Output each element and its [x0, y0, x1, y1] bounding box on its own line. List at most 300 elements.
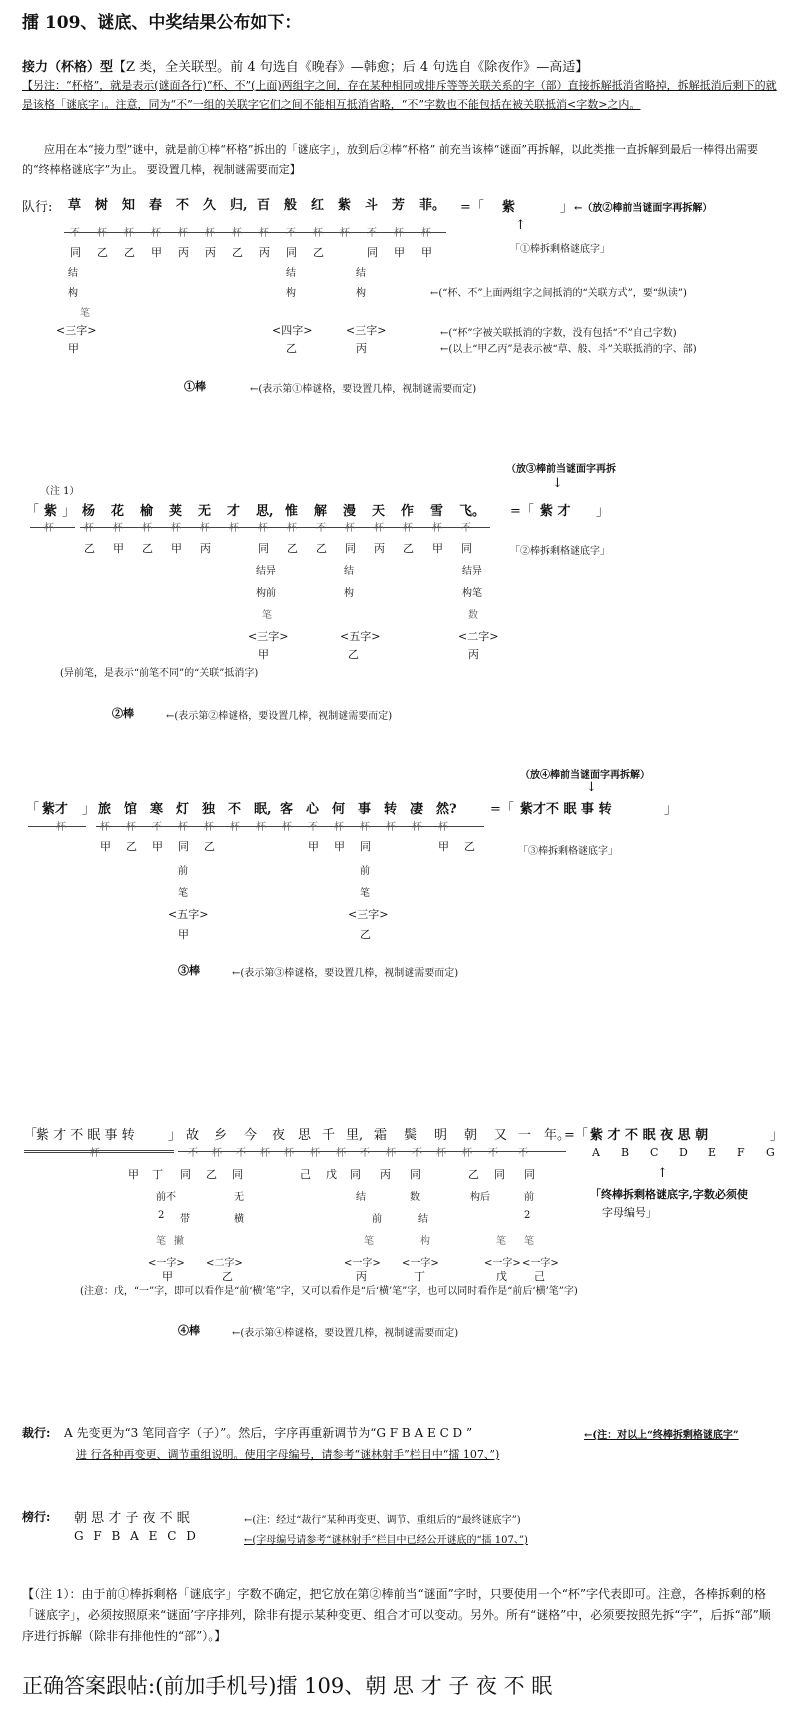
relation-cell: 同: [345, 542, 356, 555]
relation-cell: 乙: [124, 246, 135, 259]
relation-cell: 乙: [403, 542, 414, 555]
cup-mark: 杯: [403, 523, 413, 534]
riddle-char: 紫: [338, 198, 352, 213]
relation-cell: 乙: [232, 246, 243, 259]
count-label: <一字>: [522, 1258, 559, 1269]
riddle-char: 杨: [82, 504, 96, 519]
cup-mark: 杯: [178, 822, 188, 833]
count-label: <三字>: [348, 908, 389, 921]
answer-letter: B: [621, 1146, 630, 1159]
count-label: <五字>: [340, 630, 381, 643]
riddle-char: 知: [122, 198, 136, 213]
relation-cell: 甲: [151, 246, 162, 259]
relation-cell: 笔: [360, 888, 370, 899]
cup-mark: 杯: [360, 822, 370, 833]
count-label: <三字>: [248, 630, 289, 643]
cup-mark: 杯: [260, 1148, 270, 1159]
riddle-char: 久: [203, 198, 217, 213]
relation-cell: 构后: [470, 1192, 490, 1203]
bang-note-2: ←(字母编号请参考“谜林射手”栏目中已经公开谜底的“擂 107、”): [244, 1535, 528, 1546]
relation-cell: 乙: [204, 840, 215, 853]
riddle-char: 凄: [410, 802, 424, 817]
riddle-char: 思: [298, 1128, 312, 1143]
riddle-char: 何: [332, 802, 346, 817]
riddle-char: 然?: [436, 802, 457, 817]
relation-cell: 前: [178, 866, 188, 877]
equals: =「: [490, 802, 514, 817]
relation-cell: 甲: [432, 542, 443, 555]
cup-mark: 杯: [313, 228, 323, 239]
relation-cell: 构: [68, 288, 78, 299]
cup-mark: 杯: [151, 228, 161, 239]
cup-mark: 杯: [310, 1148, 320, 1159]
relation-cell: 乙: [142, 542, 153, 555]
answer: 紫 才 不 眠 夜 思 朝: [590, 1128, 709, 1143]
relation-cell: 同: [350, 1168, 361, 1181]
count-value: 戊: [496, 1270, 507, 1283]
cup-mark: 不: [518, 1148, 528, 1159]
note-tag: （注 1）: [40, 486, 80, 497]
relation-cell: 乙: [287, 542, 298, 555]
relation-cell: 撇: [174, 1236, 184, 1247]
head-open: 「: [24, 1128, 38, 1143]
relation-cell: 同: [410, 1168, 421, 1181]
riddle-char: 又: [494, 1128, 508, 1143]
rod-label: ①棒: [184, 380, 206, 393]
rod-note: ←(表示第①棒谜格，要设置几棒，视制谜需要而定): [250, 384, 477, 395]
cup-mark: 杯: [374, 523, 384, 534]
answer-close: 」: [664, 802, 678, 817]
type-line: [22, 56, 588, 75]
cup-mark: 杯: [438, 822, 448, 833]
relation-cell: 构前: [256, 588, 276, 599]
riddle-char: 解: [314, 504, 328, 519]
page-title: 擂 109、谜底、中奖结果公布如下：: [22, 13, 302, 33]
count-label: <一字>: [148, 1258, 185, 1269]
cup-mark: 杯: [284, 1148, 294, 1159]
count-value: 乙: [222, 1270, 233, 1283]
cup-mark: 杯: [258, 523, 268, 534]
relation-cell: 同: [524, 1168, 535, 1181]
count-value: 丁: [414, 1270, 425, 1283]
riddle-char: 春: [149, 198, 163, 213]
rod-note: ←(表示第③棒谜格，要设置几棒，视制谜需要而定): [232, 968, 459, 979]
cup-mark: 杯: [256, 822, 266, 833]
equals: =「: [460, 200, 484, 215]
relation-cell: 同: [286, 246, 297, 259]
head-close: 」: [168, 1128, 182, 1143]
count-label: <一字>: [402, 1258, 439, 1269]
head-char: 紫: [44, 504, 58, 519]
relation-cell: 同: [178, 840, 189, 853]
relation-cell: 前不: [156, 1192, 176, 1203]
relation-cell: 甲: [394, 246, 405, 259]
relation-cell: 构: [420, 1236, 430, 1247]
riddle-char: 百: [257, 198, 271, 213]
count-label: <一字>: [484, 1258, 521, 1269]
relation-cell: 甲: [334, 840, 345, 853]
cup-mark: 杯: [97, 228, 107, 239]
count-value: 丙: [468, 648, 479, 661]
riddle-char: 芳: [392, 198, 406, 213]
relation-cell: 笔: [364, 1236, 374, 1247]
cup-mark: 不: [188, 1148, 198, 1159]
final-answer: 正确答案跟帖:(前加手机号)擂 109、朝 思 才 子 夜 不 眠: [22, 1674, 553, 1698]
final-remain-note-1: 「终棒拆剩格谜底字,字数必须使: [590, 1188, 748, 1201]
count-value: 甲: [68, 342, 79, 355]
relation-cell: 前: [360, 866, 370, 877]
riddle-char: 思,: [256, 504, 274, 519]
relation-cell: 数: [410, 1192, 420, 1203]
cup-mark: 不: [236, 1148, 246, 1159]
riddle-char: 般: [284, 198, 298, 213]
riddle-char: 寒: [150, 802, 164, 817]
cup-mark: 杯: [340, 228, 350, 239]
riddle-char: 朝: [464, 1128, 478, 1143]
count-note-2: ←(以上“甲乙丙”是表示被“草、般、斗”关联抵消的字、部): [440, 344, 697, 355]
answer-letter: F: [737, 1146, 745, 1159]
relation-cell: 同: [461, 542, 472, 555]
riddle-char: 雪: [430, 504, 444, 519]
relation-cell: 乙: [464, 840, 475, 853]
riddle-char: 飞。: [459, 504, 486, 519]
riddle-char: 转: [384, 802, 398, 817]
yi-note: (异前笔，是表示“前笔不同”的“关联”抵消字): [60, 668, 259, 679]
relation-cell: 笔: [524, 1236, 534, 1247]
cup-mark: 杯: [171, 523, 181, 534]
relation-cell: 丙: [259, 246, 270, 259]
put-next-note: （放③棒前当谜面字再拆: [506, 464, 616, 475]
put-next-note: （放④棒前当谜面字再拆解）: [520, 770, 650, 781]
relation-cell: 笔: [178, 888, 188, 899]
relation-cell: 构: [286, 288, 296, 299]
answer-close: 」: [770, 1128, 784, 1143]
cup-mark: 杯: [421, 228, 431, 239]
answer-letter: E: [708, 1146, 717, 1159]
relation-cell: 构: [356, 288, 366, 299]
cup-mark: 不: [360, 1148, 370, 1159]
riddle-char: 红: [311, 198, 325, 213]
relation-cell: 乙: [206, 1168, 217, 1181]
cup-mark: 不: [152, 822, 162, 833]
relation-cell: 乙: [126, 840, 137, 853]
count-value: 丙: [356, 342, 367, 355]
head-open: 「: [26, 802, 40, 817]
jie-note: ←(“杯、不”上面两组字之间抵消的“关联方式”，要“纵读”): [430, 288, 687, 299]
cup-mark: 杯: [212, 1148, 222, 1159]
relation-cell: 无: [234, 1192, 244, 1203]
relation-cell: 甲: [152, 840, 163, 853]
riddle-char: 年。: [544, 1128, 571, 1143]
riddle-char: 荚: [169, 504, 183, 519]
riddle-char: 夜: [272, 1128, 286, 1143]
equals: =「: [510, 504, 534, 519]
down-arrow-icon: [552, 476, 563, 491]
riddle-char: 不: [176, 198, 190, 213]
cup-mark: 杯: [386, 1148, 396, 1159]
count-value: 乙: [348, 648, 359, 661]
riddle-char: 鬓: [404, 1128, 418, 1143]
cup-mark: 不: [308, 822, 318, 833]
relation-cell: 丙: [374, 542, 385, 555]
relation-cell: 乙: [316, 542, 327, 555]
relation-cell: 同: [180, 1168, 191, 1181]
head-open: 「: [26, 504, 40, 519]
answer-letter: G: [766, 1146, 775, 1159]
riddle-char: 天: [372, 504, 386, 519]
cup-mark: 杯: [287, 523, 297, 534]
riddle-char: 斗: [365, 198, 379, 213]
relation-cell: 结: [68, 268, 78, 279]
rod-label: ②棒: [112, 707, 134, 720]
riddle-char: 明: [434, 1128, 448, 1143]
up-arrow-icon: [515, 218, 526, 233]
rod-note: ←(表示第④棒谜格，要设置几棒，视制谜需要而定): [232, 1328, 459, 1339]
riddle-char: 霜: [374, 1128, 388, 1143]
cup-mark: 杯: [436, 1148, 446, 1159]
bang-lead: 榜行:: [22, 1510, 51, 1524]
cup-mark: 杯: [412, 822, 422, 833]
relation-cell: 结: [344, 566, 354, 577]
count-value: 乙: [286, 342, 297, 355]
riddle-char: 才: [227, 504, 241, 519]
answer-letter: A: [592, 1146, 600, 1159]
relation-cell: 结: [418, 1214, 428, 1225]
cup-mark: 不: [316, 523, 326, 534]
answer: 紫才不 眠 事 转: [520, 802, 612, 817]
cup-mark: 杯: [229, 523, 239, 534]
relation-cell: 丁: [152, 1168, 163, 1181]
riddle-char: 里,: [346, 1128, 364, 1143]
relation-cell: 同: [232, 1168, 243, 1181]
relation-cell: 结: [286, 268, 296, 279]
count-value: 甲: [178, 928, 189, 941]
relation-cell: 甲: [113, 542, 124, 555]
relation-cell: 结异: [462, 566, 482, 577]
bang-letters: G F B A E C D: [74, 1529, 199, 1543]
wu-note: (注意：戊，“一”字，即可以看作是“前‘横’笔”字，又可以看作是“后‘横’笔”字，也可以同时看作是“前后‘横’笔”字): [80, 1286, 578, 1297]
head-chars: 紫才: [42, 802, 69, 817]
type-lead: 接力（杯格）型: [22, 60, 114, 75]
riddle-char: 无: [198, 504, 212, 519]
relation-cell: 丙: [178, 246, 189, 259]
cup-mark: 杯: [282, 822, 292, 833]
cai-side-note: ←(注：对以上“终棒拆剩格谜底字”: [584, 1430, 739, 1441]
count-label: <一字>: [344, 1258, 381, 1269]
relation-cell: 甲: [308, 840, 319, 853]
riddle-char: 菲。: [419, 198, 446, 213]
relation-cell: 乙: [97, 246, 108, 259]
cup-mark: 杯: [386, 822, 396, 833]
cup-mark: 杯: [432, 523, 442, 534]
relation-cell: 丙: [380, 1168, 391, 1181]
relation-cell: 乙: [313, 246, 324, 259]
riddle-char: 今: [244, 1128, 258, 1143]
relation-cell: 构笔: [462, 588, 482, 599]
relation-cell: 同: [70, 246, 81, 259]
riddle-char: 榆: [140, 504, 154, 519]
cup-mark: 杯: [178, 228, 188, 239]
relation-cell: 甲: [128, 1168, 139, 1181]
answer: 紫 才: [540, 504, 571, 519]
relation-cell: 带: [180, 1214, 190, 1225]
cup-mark: 不: [367, 228, 377, 239]
cup-mark: 杯: [230, 822, 240, 833]
relation-cell: 甲: [171, 542, 182, 555]
cup-mark: 不: [286, 228, 296, 239]
row-lead: 队行:: [22, 200, 53, 215]
cup-mark: 不: [461, 523, 471, 534]
cup-mark: 杯: [345, 523, 355, 534]
rod-note: ←(表示第②棒谜格，要设置几棒，视制谜需要而定): [166, 711, 393, 722]
footnote: 【（注 1）：由于前①棒拆剩格「谜底字」字数不确定，把它放在第②棒前当“谜面”字时，只要使用一个“杯”字代表即可。注意，各棒拆剩的格「谜底字」，必须按照原来“谜面’字序排列，除非有提示某种变更、组合才可以变动。另外。所有“谜格”中，必须要按照先拆“字”，后拆“部”顺序进行拆解（除非有排他性的“部”）。】: [22, 1587, 771, 1643]
cup-mark: 杯: [334, 822, 344, 833]
relation-cell: 甲: [421, 246, 432, 259]
relation-cell: 构: [344, 588, 354, 599]
count-label: <五字>: [168, 908, 209, 921]
remain-note: 「②棒拆剩格谜底字」: [510, 546, 610, 557]
answer: 紫: [502, 200, 516, 215]
head-chars: 紫 才 不 眠 事 转: [36, 1128, 135, 1143]
relation-cell: 数: [468, 610, 478, 621]
cup-mark: 杯: [100, 822, 110, 833]
cup-mark: 杯: [90, 1148, 100, 1159]
riddle-char: 馆: [124, 802, 138, 817]
answer-letter: D: [679, 1146, 688, 1159]
riddle-char: 旅: [98, 802, 112, 817]
cai-text-2: 进 行各种再变更、调节重组说明。使用字母编号，请参考“谜林射手”栏目中“擂 107、”): [76, 1448, 500, 1461]
riddle-char: 漫: [343, 504, 357, 519]
riddle-char: 眠,: [254, 802, 272, 817]
cup-mark: 杯: [56, 822, 66, 833]
cup-mark: 杯: [259, 228, 269, 239]
cup-mark: 杯: [124, 228, 134, 239]
relation-cell: 笔: [496, 1236, 506, 1247]
head-close: 」: [62, 504, 76, 519]
bang-note-1: ←(注：经过“裁行”某种再变更、调节、重组后的“最终谜底字”): [244, 1515, 521, 1526]
riddle-char: 不: [228, 802, 242, 817]
intro-note: 【另注：“杯格”，就是表示(谜面各行)“杯、不”(上面)两组字之间，存在某种相同或排斥等等关联关系的字（部）直接拆解抵消省略掉，拆解抵消后剩下的就是该格「谜底字」。注意，同为“不”一组的关联字它们之间不能相互抵消省略，“不”字数也不能包括在被关联抵消<字数>之内。: [22, 79, 777, 111]
intro-apply: 应用在本“接力型”谜中，就是前①棒“杯格”拆出的「谜底字」，放到后②棒“杯格” 前充当该棒“谜面”再拆解，以此类推一直拆解到最后一棒得出需要的“终棒格谜底字”为止。 要设置几棒，视制谜需要而定】: [22, 143, 758, 176]
riddle-char: 乡: [214, 1128, 228, 1143]
type-rest: 【Z 类，全关联型。前 4 句选自《晚春》—韩愈；后 4 句选自《除夜作》—高适】: [113, 60, 589, 75]
relation-cell: 笔: [80, 308, 90, 319]
cup-mark: 杯: [204, 822, 214, 833]
relation-cell: 丙: [200, 542, 211, 555]
answer-letter: C: [650, 1146, 659, 1159]
cup-mark: 不: [412, 1148, 422, 1159]
cup-mark: 杯: [126, 822, 136, 833]
riddle-char: 独: [202, 802, 216, 817]
riddle-char: 千: [322, 1128, 336, 1143]
rod-label: ③棒: [178, 964, 200, 977]
cup-mark: 杯: [336, 1148, 346, 1159]
riddle-char: 心: [306, 802, 320, 817]
relation-cell: 横: [234, 1214, 244, 1225]
down-arrow-icon: [586, 780, 597, 795]
answer-close: 」: [560, 200, 574, 215]
riddle-char: 故: [186, 1128, 200, 1143]
riddle-char: 客: [280, 802, 294, 817]
riddle-char: 花: [111, 504, 125, 519]
count-label: <四字>: [272, 324, 313, 337]
riddle-char: 树: [95, 198, 109, 213]
riddle-char: 一: [518, 1128, 532, 1143]
relation-cell: 同: [367, 246, 378, 259]
cup-mark: 不: [488, 1148, 498, 1159]
relation-cell: 甲: [100, 840, 111, 853]
relation-cell: 前: [372, 1214, 382, 1225]
cup-mark: 杯: [44, 523, 54, 534]
remain-note: 「①棒拆剩格谜底字」: [510, 244, 610, 255]
bang-chars: 朝 思 才 子 夜 不 眠: [74, 1511, 190, 1526]
cup-mark: 杯: [232, 228, 242, 239]
final-remain-note-2: 字母编号」: [602, 1206, 657, 1219]
cup-mark: 杯: [394, 228, 404, 239]
relation-cell: 乙: [468, 1168, 479, 1181]
relation-cell: 前: [524, 1192, 534, 1203]
answer-close: 」: [596, 504, 610, 519]
count-value: 丙: [356, 1270, 367, 1283]
head-close: 」: [82, 802, 96, 817]
relation-cell: 2: [158, 1210, 165, 1221]
count-note-1: ←(“杯”字被关联抵消的字数，没有包括“不”自己字数): [440, 328, 677, 339]
riddle-char: 灯: [176, 802, 190, 817]
put-next-note: ←（放②棒前当谜面字再拆解）: [574, 203, 713, 214]
count-label: <二字>: [458, 630, 499, 643]
relation-cell: 同: [258, 542, 269, 555]
riddle-char: 事: [358, 802, 372, 817]
count-label: <三字>: [56, 324, 97, 337]
cup-mark: 不: [70, 228, 80, 239]
count-label: <二字>: [206, 1258, 243, 1269]
cup-mark: 杯: [84, 523, 94, 534]
relation-cell: 乙: [84, 542, 95, 555]
count-label: <三字>: [346, 324, 387, 337]
relation-cell: 甲: [438, 840, 449, 853]
relation-cell: 同: [360, 840, 371, 853]
equals: =「: [564, 1128, 588, 1143]
relation-cell: 己: [300, 1168, 311, 1181]
relation-cell: 结: [356, 1192, 366, 1203]
cup-mark: 杯: [200, 523, 210, 534]
count-value: 甲: [258, 648, 269, 661]
relation-cell: 丙: [205, 246, 216, 259]
relation-cell: 戊: [326, 1168, 337, 1181]
relation-cell: 笔: [156, 1236, 166, 1247]
relation-cell: 2: [524, 1210, 531, 1221]
count-value: 己: [534, 1270, 545, 1283]
strike-line: [64, 232, 446, 233]
relation-cell: 结: [356, 268, 366, 279]
cai-lead: 裁行:: [22, 1426, 51, 1440]
cai-text-1: A 先变更为“3 笔同音字（子）”。然后，字序再重新调节为“G F B A E C D ”: [64, 1426, 473, 1440]
rod-label: ④棒: [178, 1324, 200, 1337]
remain-note: 「③棒拆剩格谜底字」: [518, 846, 618, 857]
count-value: 乙: [360, 928, 371, 941]
riddle-char: 归,: [230, 198, 248, 213]
relation-cell: 笔: [262, 610, 272, 621]
cup-mark: 杯: [113, 523, 123, 534]
riddle-char: 作: [401, 504, 415, 519]
cup-mark: 杯: [205, 228, 215, 239]
riddle-char: 惟: [285, 504, 299, 519]
cup-mark: 杯: [142, 523, 152, 534]
relation-cell: 同: [494, 1168, 505, 1181]
riddle-char: 草: [68, 198, 82, 213]
relation-cell: 结异: [256, 566, 276, 577]
cup-mark: 杯: [462, 1148, 472, 1159]
